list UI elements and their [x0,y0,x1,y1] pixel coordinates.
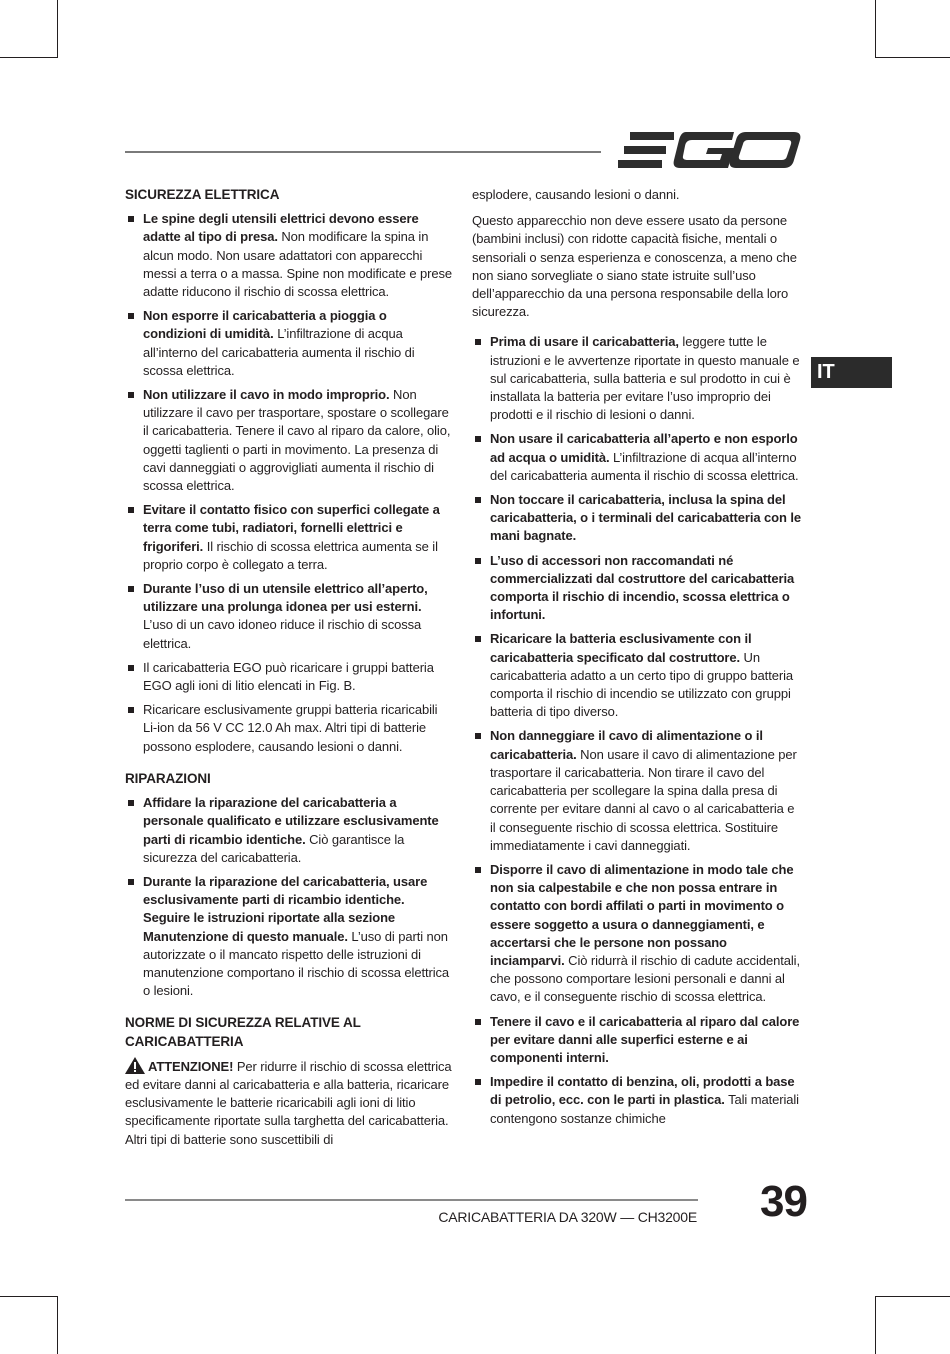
item-bold-text: Non usare il caricabatteria all’aperto e non esporlo ad acqua o umidità. [490,431,798,465]
bullet-icon [128,216,134,222]
section-heading-charger-safety: NORME DI SICUREZZA RELATIVE AL CARICABATTERIA [125,1015,361,1049]
list-item [472,491,802,546]
item-text: leggere tutte le istruzioni e le avvertenze riportate in questo manuale e sul caricabatteria, sulla batteria e sul prodotto in cui è installata la batteria per evitare l’uso improprio dei prodotti e il rischio di lesioni o danni. [490,334,800,423]
bullet-icon [128,800,134,806]
item-bold-text: Impedire il contatto di benzina, oli, prodotti a base di petrolio, ecc. con le parti in plastica. [490,1074,795,1108]
item-bold-text: Non esporre il caricabatteria a pioggia o condizioni di umidità. [143,308,387,342]
bullet-icon [128,707,134,713]
item-text: Ciò ridurrà il rischio di cadute accidentali, che possono comportare lesioni personali e danni al cavo, e il conseguente rischio di scossa elettrica. [490,952,800,1005]
item-text: L’uso di un cavo idoneo riduce il rischio di scossa elettrica. [143,617,422,651]
section-heading-electrical-safety: SICUREZZA ELETTRICA [125,187,280,202]
list-item [472,1013,802,1068]
intro-paragraph: Questo apparecchio non deve essere usato da persone (bambini inclusi) con ridotte capacità fisiche, mentali o sensoriali o senza esperienza e conoscenza, a meno che non siano sorvegliate o siano state istruite sull’uso dell’apparecchio da una persona responsabile della loro sicurezza. [472,213,797,320]
list-item [472,727,802,854]
footer-rule [125,1199,698,1201]
bullet-icon [128,507,134,513]
item-text: Il rischio di scossa elettrica aumenta se il proprio corpo è collegato a terra. [143,538,438,572]
item-text: Non usare il cavo di alimentazione per trasportare il caricabatteria. Non tirare il cavo del caricabatteria per scollegare la spina dalla presa di corrente per evitare danni al cavo o al caricabatteria e il conseguente rischio di scossa elettrica. Sostituire immediatamente i cavi danneggiati. [490,746,797,853]
list-item [125,580,453,653]
bullet-icon [475,339,481,345]
continuation-text: esplodere, causando lesioni o danni. [472,187,680,202]
bullet-icon [128,392,134,398]
item-bold-text: Non utilizzare il cavo in modo improprio. [143,387,390,403]
list-item [472,861,802,1007]
header-rule [125,151,601,153]
list-item [472,1073,802,1128]
language-tab: IT [811,357,892,388]
warning-label: ATTENZIONE! [148,1058,234,1074]
crop-mark [875,57,950,58]
bullet-icon [475,436,481,442]
item-bold-text: L’uso di accessori non raccomandati né commercializzati dal costruttore del caricabatteria comporta il rischio di incendio, scossa elettrica o infortuni. [490,552,795,623]
item-text: Tali materiali contengono sostanze chimiche [490,1092,799,1126]
item-text: Ciò garantisce la sicurezza del caricabatteria. [143,831,405,865]
item-bold-text: Non toccare il caricabatteria, inclusa la spina del caricabatteria, o i terminali del caricabatteria con le mani bagnate. [490,492,801,544]
item-bold-text: Prima di usare il caricabatteria, [490,334,679,350]
bullet-icon [128,586,134,592]
page-number: 39 [760,1177,807,1226]
electrical-safety-list [125,210,453,756]
item-text: Non modificare la spina in alcun modo. Non usare adattatori con apparecchi messi a terra o a massa. Spine non modificate e prese adatte riducono il rischio di scossa elettrica. [143,229,453,300]
crop-mark [0,1296,58,1297]
item-text: Un caricabatteria adatto a un certo tipo di gruppo batteria comporta il rischio di incendio se utilizzato con gruppi batteria di tipo diverso. [490,649,793,720]
item-bold-text: Non danneggiare il cavo di alimentazione o il caricabatteria. [490,728,763,762]
crop-mark [57,0,58,58]
bullet-icon [475,1079,481,1085]
item-bold-text: Evitare il contatto fisico con superfici collegate a terra come tubi, radiatori, fornelli elettrici e frigoriferi. [143,502,440,554]
list-item [472,630,802,721]
charger-safety-list [472,333,802,1127]
item-text: Non utilizzare il cavo per trasportare, spostare o scollegare il caricabatteria. Tenere il cavo al riparo da calore, olio, oggetti taglienti o parti in movimento. La presenza di cavi danneggiati o aggrovigliati aumenta il rischio di scossa elettrica. [143,387,451,494]
crop-mark [0,57,58,58]
bullet-icon [475,497,481,503]
bullet-icon [128,665,134,671]
warning-paragraph [125,1057,453,1149]
repairs-list [125,794,453,1000]
bullet-icon [128,879,134,885]
section-heading-repairs: RIPARAZIONI [125,770,211,786]
bullet-icon [475,1019,481,1025]
bullet-icon [475,636,481,642]
list-item [125,659,453,695]
footer-title: CARICABATTERIA DA 320W — CH3200E [438,1209,697,1225]
list-item [125,210,453,301]
item-text: Ricaricare esclusivamente gruppi batteria ricaricabili Li-ion da 56 V CC 12.0 Ah max. Altri tipi di batterie possono esplodere, causando lesioni o danni. [143,702,438,754]
right-column [472,186,802,1134]
list-item [125,701,453,756]
list-item [472,333,802,424]
item-bold-text: Disporre il cavo di alimentazione in modo tale che non sia calpestabile e che non possa entrare in contatto con bordi affilati o parti in movimento o essere soggetto a usura o danneggiamenti, e accertarsi che le persone non possano inciamparvi. [490,861,794,968]
crop-mark [57,1296,58,1354]
crop-mark [875,1296,950,1297]
list-item [472,552,802,625]
item-bold-text: Le spine degli utensili elettrici devono essere adatte al tipo di presa. [143,211,419,245]
item-bold-text: Ricaricare la batteria esclusivamente con il caricabatteria specificato dal costruttore. [490,631,752,665]
item-bold-text: Durante la riparazione del caricabatteria, usare esclusivamente parti di ricambio identiche. Seguire le istruzioni riportate alla sezione Manutenzione di questo manuale. [143,873,428,944]
crop-mark [875,1296,876,1354]
left-column [125,186,453,1149]
item-text: L’infiltrazione di acqua all’interno del caricabatteria aumenta il rischio di scossa elettrica. [490,449,799,483]
warning-text: Per ridurre il rischio di scossa elettrica ed evitare danni al caricabatteria e alla batteria, ricaricare esclusivamente le batterie ricaricabili agli ioni di litio specificamente riportate sulla targhetta del caricabatteria. Altri tipi di batterie sono suscettibili di [125,1058,452,1147]
item-text: Il caricabatteria EGO può ricaricare i gruppi batteria EGO agli ioni di litio elencati in Fig. B. [143,659,434,694]
item-bold-text: Tenere il cavo e il caricabatteria al riparo dal calore per evitare danni alle superfici esterne e ai componenti interni. [490,1013,800,1065]
item-text: L’uso di parti non autorizzate o il mancato rispetto delle istruzioni di manutenzione comportano il rischio di scossa elettrica o lesioni. [143,928,450,999]
bullet-icon [475,558,481,564]
ego-logo [616,128,802,172]
list-item [125,873,453,1000]
list-item [472,430,802,485]
crop-mark [875,0,876,58]
warning-triangle-icon [125,1057,145,1074]
list-item [125,501,453,574]
list-item [125,307,453,380]
bullet-icon [475,867,481,873]
list-item [125,386,453,495]
item-bold-text: Affidare la riparazione del caricabatteria a personale qualificato e utilizzare esclusivamente parti di ricambio identiche. [143,795,439,847]
item-text: L’infiltrazione di acqua all’interno del caricabatteria aumenta il rischio di scossa elettrica. [143,326,415,378]
item-bold-text: Durante l’uso di un utensile elettrico all’aperto, utilizzare una prolunga idonea per usi esterni. [143,581,428,615]
bullet-icon [475,733,481,739]
list-item [125,794,453,867]
bullet-icon [128,313,134,319]
